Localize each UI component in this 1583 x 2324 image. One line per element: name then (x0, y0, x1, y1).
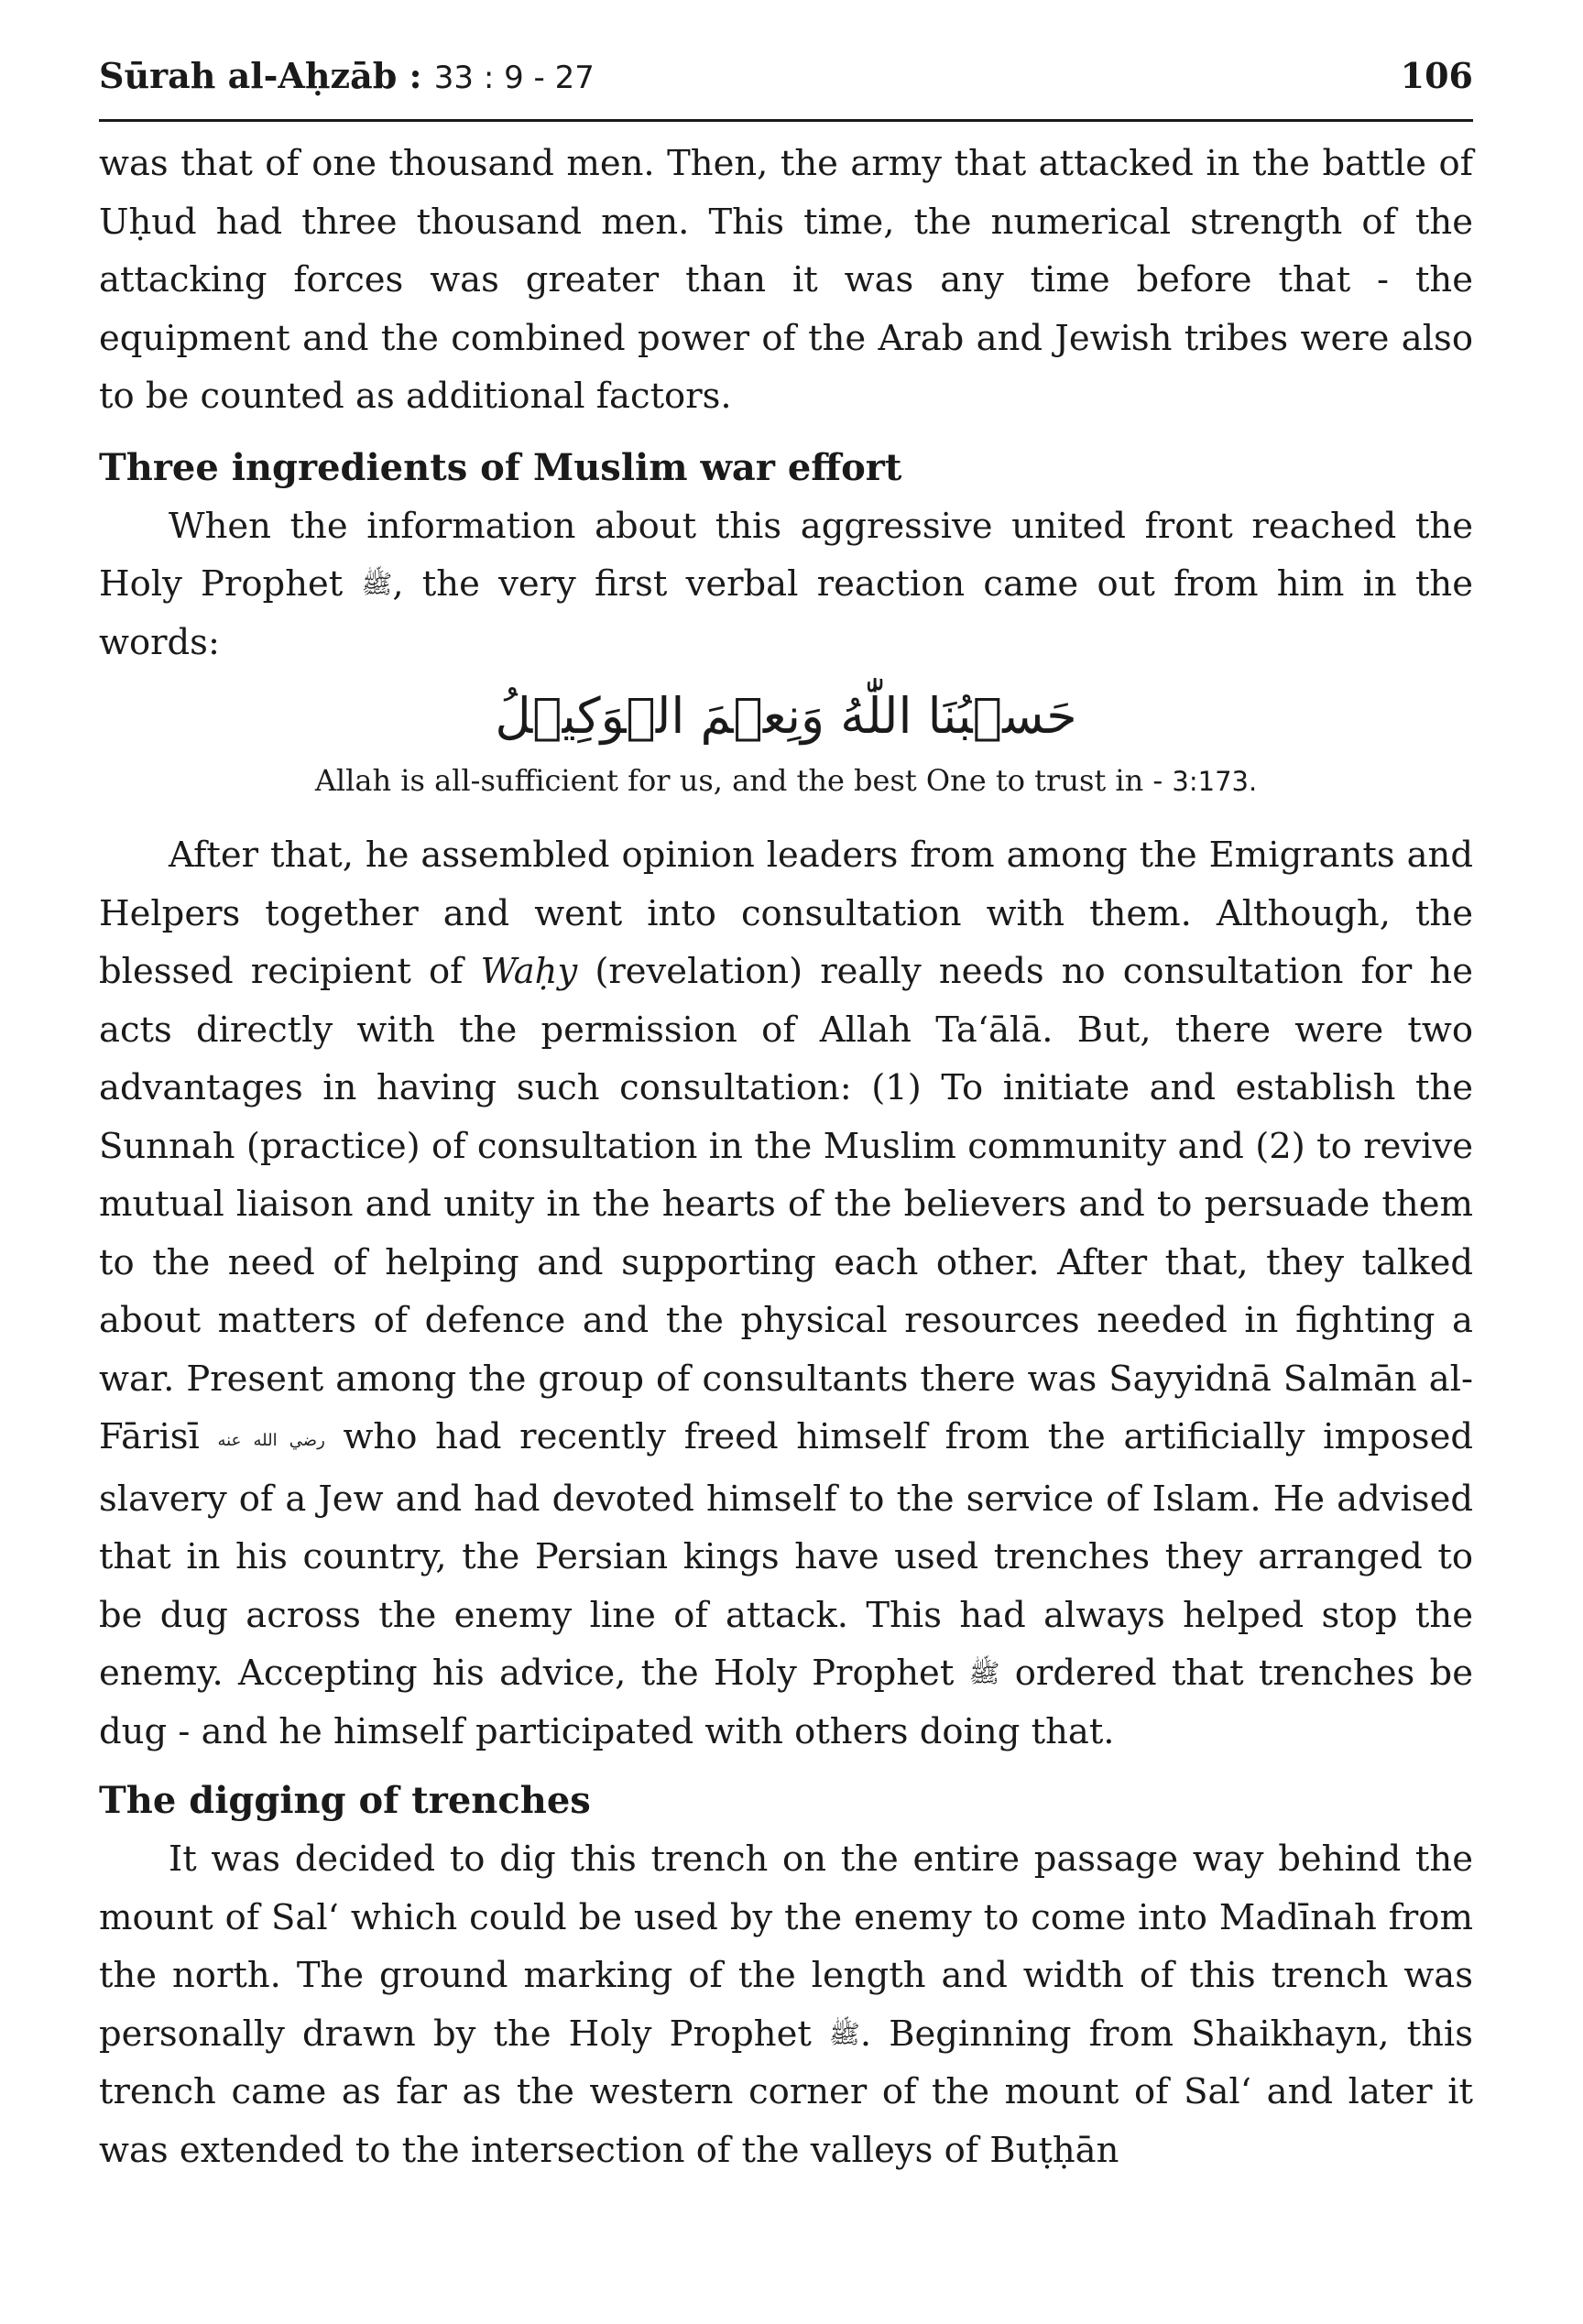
section-heading-war-effort: Three ingredients of Muslim war effort (99, 445, 902, 489)
salutation-glyph: ﷺ (361, 569, 393, 599)
verse-range: 33 : 9 - 27 (433, 60, 595, 96)
text-run: After that, he assembled opinion leaders from among the Emigrants and Helpers together and went into consultation with them. Although, the blessed recipient of (99, 835, 1473, 992)
running-title (99, 55, 595, 96)
translation-text: Allah is all-sufficient for us, and the best One to trust in - (314, 763, 1173, 798)
running-header (99, 48, 1473, 122)
paragraph-information (99, 497, 1473, 672)
arabic-verse: حَسۡبُنَا اللّٰهُ وَنِعۡمَ الۡوَكِيۡلُ (495, 687, 1077, 745)
verse-reference: 3:173. (1172, 766, 1258, 797)
page-number: 106 (1400, 55, 1473, 96)
surah-name: Sūrah al-Aḥzāb : (99, 55, 434, 96)
section-heading-trenches: The digging of trenches (99, 1779, 591, 1822)
paragraph-trench-digging (99, 1830, 1473, 2179)
text-run: (revelation) really needs no consultation for he acts directly with the permission of Allah Ta‘ālā. But, there were two advantages in having such consultation: (1) To initiate and establish the Sunnah (practice) of consultation in the Muslim community and (2) to revive mutual liaison and unity in the hearts of the believers and to persuade them to the need of helping and supporting each other. After that, they talked about matters of defence and the physical resources needed in fighting a war. Present among the group of consultants there was Sayyidnā Salmān al-Fārisī (99, 951, 1473, 1457)
text-run: , the very first verbal reaction came out from him in the words: (99, 563, 1473, 663)
companion-honorific-glyph: رضي الله عنه (217, 1431, 325, 1450)
text-run: . Beginning from Shaikhayn, this trench came as far as the western corner of the mount of Sal‘ and later it was extended to the intersection of the valleys of Buṭḥān (99, 2013, 1473, 2171)
paragraph-consultation (99, 826, 1473, 1761)
salutation-glyph: ﷺ (968, 1658, 1000, 1688)
verse-translation (99, 758, 1473, 804)
paragraph-continuation: was that of one thousand men. Then, the army that attacked in the battle of Uḥud had three thousand men. This time, the numerical strength of the attacking forces was greater than it was any time before that - the equipment and the combined power of the Arab and Jewish tribes were also to be counted as additional factors. (99, 143, 1473, 417)
italic-term: Waḥy (480, 951, 578, 992)
text-run: who had recently freed himself from the artificially imposed slavery of a Jew and had devoted himself to the service of Islam. He advised that in his country, the Persian kings have used trenches they arranged to be dug across the enemy line of attack. This had always helped stop the enemy. Accepting his advice, the Holy Prophet (99, 1416, 1473, 1694)
text-run: It was decided to dig this trench on the entire passage way behind the mount of Sal‘ which could be used by the enemy to come into Madīnah from the north. The ground marking of the length and width of this trench was personally drawn by the Holy Prophet (99, 1838, 1473, 2055)
text-run: When the information about this aggressive united front reached the Holy Prophet (99, 505, 1473, 605)
book-page (99, 48, 1473, 2179)
text-run: ordered that trenches be dug - and he himself participated with others doing that. (99, 1653, 1473, 1752)
salutation-glyph: ﷺ (828, 2018, 860, 2049)
